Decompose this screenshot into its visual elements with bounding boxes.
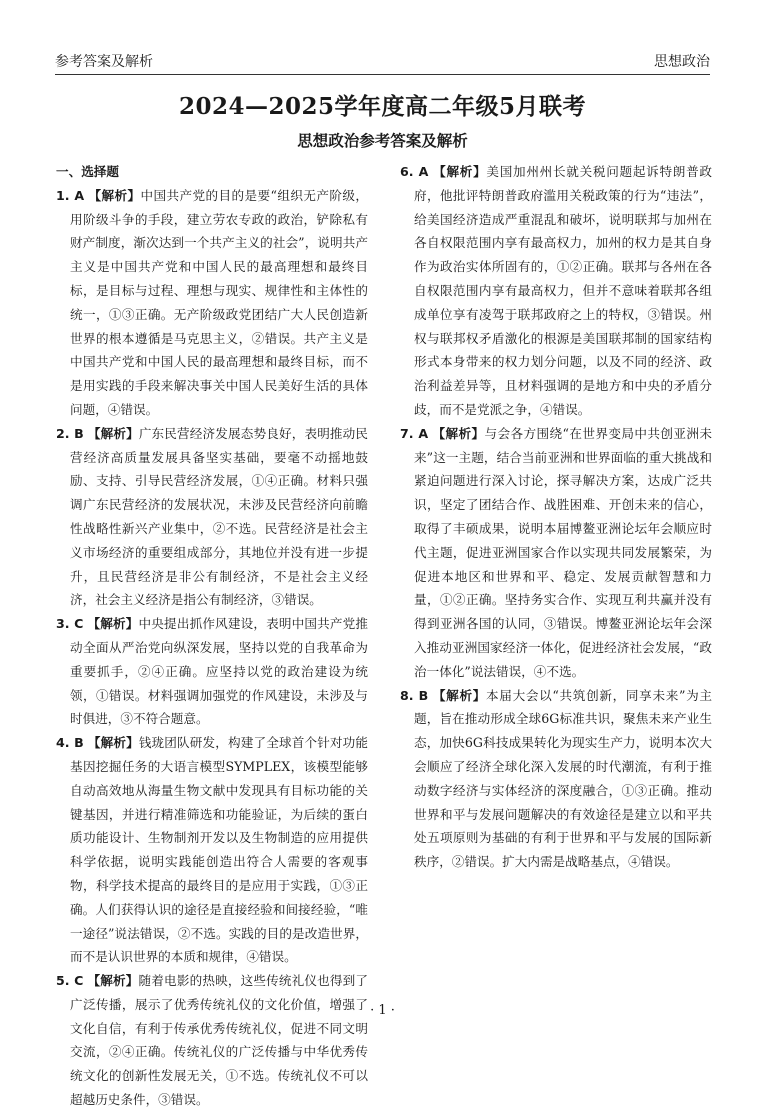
item-text: 中央提出抓作风建设，表明中国共产党推动全面从严治党向纵深发展，坚持以党的自我革命为重要抓手，②④正确。应坚持以党的政治建设为统领，①错误。材料强调加强党的作风建设，未涉及与时俱进，③不符合题意。 <box>70 616 368 727</box>
page-number: · 1 · <box>370 1003 395 1018</box>
item-number: 8. B <box>400 687 429 703</box>
item-number: 7. A <box>400 425 429 441</box>
item-tag: 【解析】 <box>87 973 139 989</box>
right-column <box>400 160 712 874</box>
left-column <box>56 160 368 1112</box>
item-tag: 【解析】 <box>87 735 139 751</box>
page-subtitle: 思想政治参考答案及解析 <box>297 132 468 150</box>
item-tag: 【解析】 <box>88 187 141 203</box>
answer-item-8 <box>400 684 712 874</box>
item-tag: 【解析】 <box>87 425 139 441</box>
item-number: 3. C <box>56 616 84 632</box>
item-tag: 【解析】 <box>432 687 487 703</box>
item-tag: 【解析】 <box>87 616 139 632</box>
item-text: 与会各方围绕“在世界变局中共创亚洲未来”这一主题，结合当前亚洲和世界面临的重大挑战和紧迫问题进行深入讨论，探寻解决方案，达成广泛共识，坚定了团结合作、战胜困难、开创未来的信心，取得了丰硕成果，说明本届博鳌亚洲论坛年会顺应时代主题，促进亚洲国家合作以实现共同发展繁荣，为促进本地区和世界和平、稳定、发展贡献智慧和力量，①②正确。坚持务实合作、实现互利共赢并没有得到亚洲各国的认同，③错误。博鳌亚洲论坛年会深入推动亚洲国家经济一体化，促进经济社会发展，“政治一体化”说法错误，④不选。 <box>414 425 712 679</box>
item-number: 2. B <box>56 425 84 441</box>
page-title: 2024—2025学年度高二年级5月联考 <box>178 93 587 120</box>
item-text: 随着电影的热映，这些传统礼仪也得到了广泛传播，展示了优秀传统礼仪的文化价值，增强了文化自信，有利于传承优秀传统礼仪，促进不同文明交流，②④正确。传统礼仪的广泛传播与中华优秀传统文化的创新性发展无关，①不选。传统礼仪不可以超越历史条件，③错误。 <box>70 973 368 1108</box>
item-tag: 【解析】 <box>433 164 487 179</box>
header-right: 思想政治 <box>654 54 710 70</box>
item-text: 钱珑团队研发，构建了全球首个针对功能基因挖掘任务的大语言模型SYMPLEX，该模型能够自动高效地从海量生物文献中发现具有目标功能的关键基因，并进行精准筛选和功能验证，为后续的蛋白质功能设计、生物制剂开发以及生物制造的应用提供科学依据，说明实践能创造出符合人需要的客观事物，科学技术提高的最终目的是应用于实践，①③正确。人们获得认识的途径是直接经验和间接经验，“唯一途径”说法错误，②不选。实践的目的是改造世界，而不是认识世界的本质和规律，④错误。 <box>70 735 369 965</box>
item-text: 美国加州州长就关税问题起诉特朗普政府，他批评特朗普政府滥用关税政策的行为“违法”，给美国经济造成严重混乱和破坏，说明联邦与加州在各自权限范围内享有最高权力，加州的权力是其自身作为政治实体所固有的，①②正确。联邦与各州在各自权限范围内享有最高权力，但并不意味着联邦各组成单位享有凌驾于联邦政府之上的特权，③错误。州权与联邦权矛盾激化的根源是美国联邦制的国家结构形式本身带来的权力划分问题，以及不同的经济、政治利益差异等，且材料强调的是地方和中央的矛盾分歧，而不是党派之争，④错误。 <box>414 164 713 417</box>
item-number: 1. A <box>56 187 85 203</box>
item-number: 6. A <box>400 164 429 179</box>
answer-item-5 <box>56 969 368 1112</box>
answer-item-6 <box>400 160 712 422</box>
item-tag: 【解析】 <box>432 425 485 441</box>
item-number: 5. C <box>56 973 84 989</box>
answer-item-1 <box>56 184 368 422</box>
item-text: 本届大会以“共筑创新，同享未来”为主题，旨在推动形成全球6G标准共识，聚焦未来产业生态，加快6G科技成果转化为现实生产力，说明本次大会顺应了经济全球化深入发展的时代潮流，有利于推动数字经济与实体经济的深度融合，①③正确。推动世界和平与发展问题解决的有效途径是建立以和平共处五项原则为基础的有利于世界和平与发展的国际新秩序，②错误。扩大内需是战略基点，④错误。 <box>414 687 712 870</box>
answer-item-3 <box>56 612 368 731</box>
item-text: 广东民营经济发展态势良好，表明推动民营经济高质量发展具备坚实基础，要毫不动摇地鼓励、支持、引导民营经济发展，①④正确。材料只强调广东民营经济的发展状况，未涉及民营经济向前瞻性战略性新兴产业集中，②不选。民营经济是社会主义市场经济的重要组成部分，其地位并没有进一步提升，且民营经济是非公有制经济，不是社会主义经济，社会主义经济是指公有制经济，③错误。 <box>70 425 369 608</box>
item-text: 中国共产党的目的是要“组织无产阶级，用阶级斗争的手段，建立劳农专政的政治，铲除私有财产制度，渐次达到一个共产主义的社会”，说明共产主义是中国共产党和中国人民的最高理想和最终目标，是目标与过程、理想与现实、规律性和主体性的统一，①③正确。无产阶级政党团结广大人民创造新世界的根本遵循是马克思主义，②错误。共产主义是中国共产党和中国人民的最高理想和最终目标，而不是用实践的手段来解决事关中国人民美好生活的具体问题，④错误。 <box>70 187 368 417</box>
answer-item-7 <box>400 422 712 684</box>
answer-item-4 <box>56 731 368 969</box>
item-number: 4. B <box>56 735 84 751</box>
page-header <box>55 45 710 75</box>
header-left: 参考答案及解析 <box>55 54 153 70</box>
answer-item-2 <box>56 422 368 612</box>
section-heading: 一、选择题 <box>56 164 119 179</box>
